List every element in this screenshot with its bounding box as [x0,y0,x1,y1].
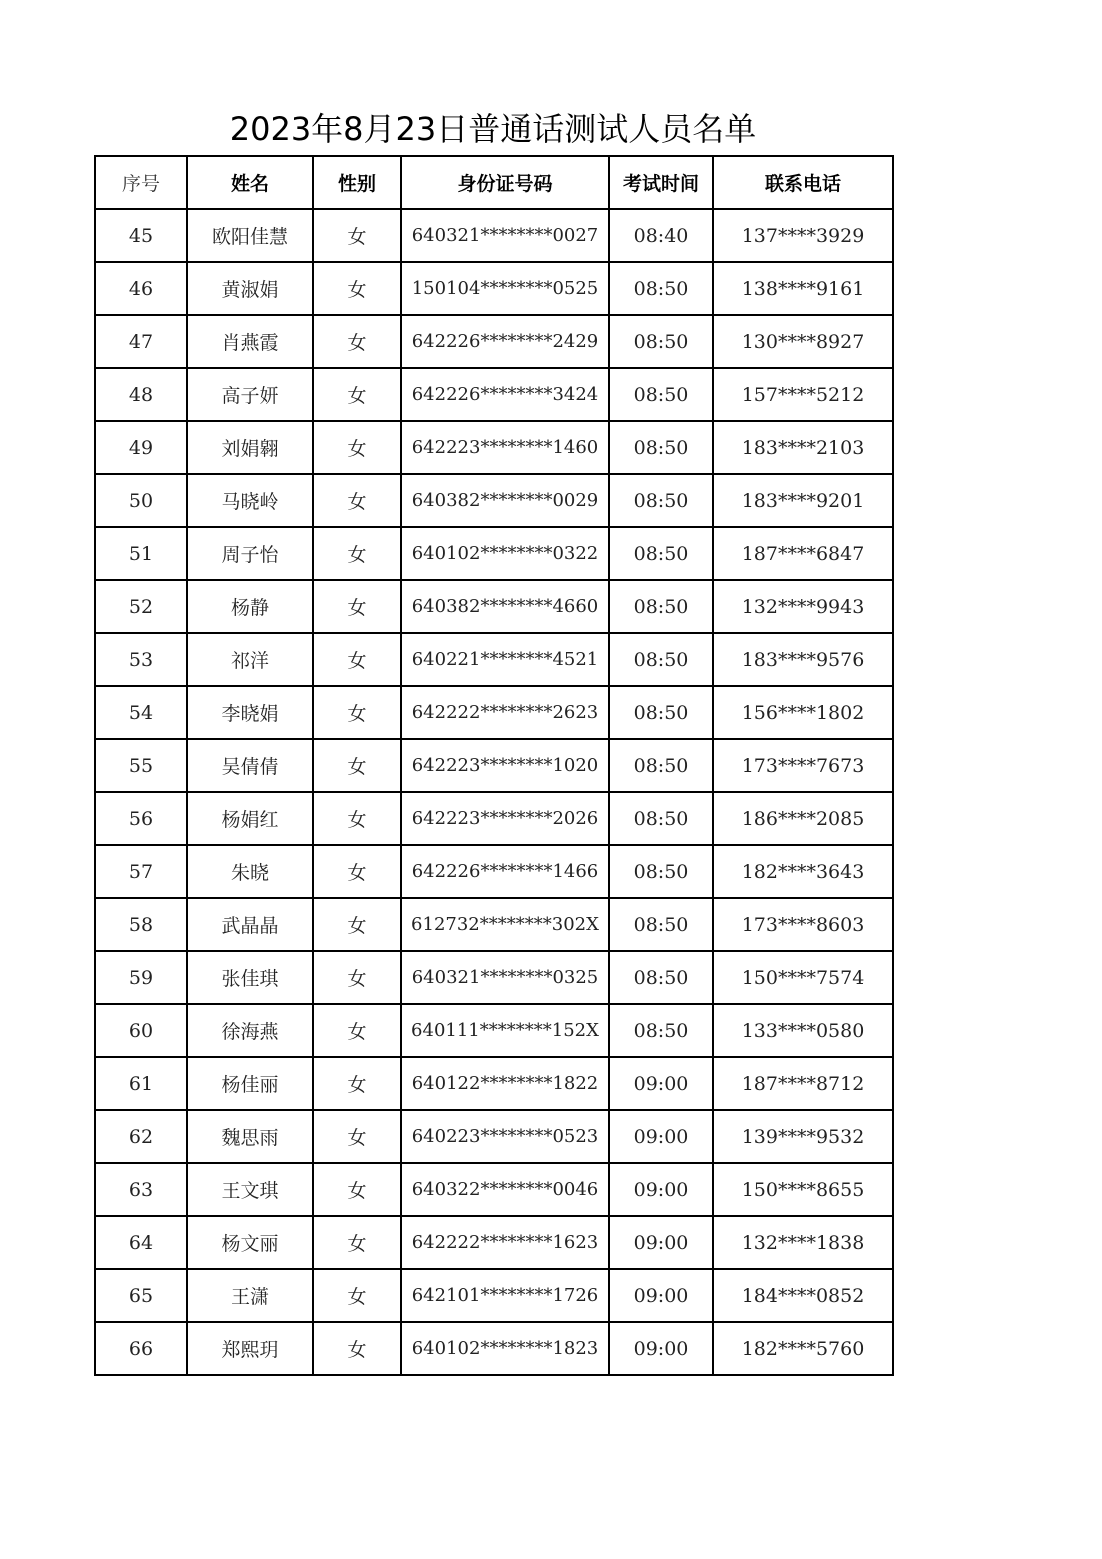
cell-exam-time: 08:50 [609,1004,713,1057]
header-id-number: 身份证号码 [401,156,609,209]
cell-name: 朱晓 [187,845,313,898]
cell-gender: 女 [313,474,401,527]
cell-phone: 139****9532 [713,1110,893,1163]
cell-id-number: 612732********302X [401,898,609,951]
table-row [95,686,893,739]
cell-phone: 173****8603 [713,898,893,951]
cell-gender: 女 [313,1216,401,1269]
cell-phone: 150****7574 [713,951,893,1004]
cell-id-number: 642222********1623 [401,1216,609,1269]
cell-serial: 48 [95,368,187,421]
cell-serial: 56 [95,792,187,845]
cell-phone: 187****6847 [713,527,893,580]
cell-serial: 51 [95,527,187,580]
cell-id-number: 642226********1466 [401,845,609,898]
cell-id-number: 640221********4521 [401,633,609,686]
table-body [95,209,893,1375]
cell-exam-time: 08:50 [609,368,713,421]
cell-gender: 女 [313,368,401,421]
cell-serial: 54 [95,686,187,739]
cell-serial: 58 [95,898,187,951]
cell-gender: 女 [313,580,401,633]
cell-exam-time: 08:40 [609,209,713,262]
cell-phone: 187****8712 [713,1057,893,1110]
cell-gender: 女 [313,209,401,262]
cell-exam-time: 08:50 [609,262,713,315]
cell-name: 杨娟红 [187,792,313,845]
cell-phone: 132****9943 [713,580,893,633]
cell-gender: 女 [313,1004,401,1057]
cell-name: 徐海燕 [187,1004,313,1057]
cell-id-number: 640122********1822 [401,1057,609,1110]
cell-exam-time: 08:50 [609,315,713,368]
cell-id-number: 640111********152X [401,1004,609,1057]
roster-table [94,155,894,1376]
cell-gender: 女 [313,315,401,368]
cell-gender: 女 [313,1322,401,1375]
cell-id-number: 642226********3424 [401,368,609,421]
cell-phone: 183****9201 [713,474,893,527]
cell-exam-time: 08:50 [609,474,713,527]
cell-name: 祁洋 [187,633,313,686]
cell-serial: 62 [95,1110,187,1163]
cell-name: 郑熙玥 [187,1322,313,1375]
cell-exam-time: 08:50 [609,580,713,633]
table-row [95,1110,893,1163]
cell-exam-time: 08:50 [609,633,713,686]
cell-phone: 138****9161 [713,262,893,315]
table-row [95,315,893,368]
cell-id-number: 640382********0029 [401,474,609,527]
cell-gender: 女 [313,527,401,580]
cell-gender: 女 [313,951,401,1004]
cell-id-number: 642223********2026 [401,792,609,845]
cell-serial: 46 [95,262,187,315]
table-header-row [95,156,893,209]
table-row [95,1004,893,1057]
cell-phone: 182****3643 [713,845,893,898]
cell-name: 周子怡 [187,527,313,580]
table-row [95,421,893,474]
cell-serial: 53 [95,633,187,686]
cell-exam-time: 09:00 [609,1269,713,1322]
cell-serial: 64 [95,1216,187,1269]
cell-id-number: 640382********4660 [401,580,609,633]
table-row [95,1057,893,1110]
cell-phone: 183****9576 [713,633,893,686]
page-title: 2023年8月23日普通话测试人员名单 [229,110,757,148]
header-serial: 序号 [95,156,187,209]
cell-serial: 61 [95,1057,187,1110]
table-row [95,1269,893,1322]
cell-serial: 55 [95,739,187,792]
cell-gender: 女 [313,845,401,898]
cell-exam-time: 08:50 [609,739,713,792]
cell-phone: 133****0580 [713,1004,893,1057]
table-row [95,580,893,633]
cell-phone: 156****1802 [713,686,893,739]
cell-serial: 59 [95,951,187,1004]
cell-exam-time: 08:50 [609,845,713,898]
cell-gender: 女 [313,739,401,792]
cell-exam-time: 08:50 [609,898,713,951]
cell-gender: 女 [313,421,401,474]
cell-gender: 女 [313,686,401,739]
cell-name: 刘娟翱 [187,421,313,474]
table-row [95,209,893,262]
table-row [95,474,893,527]
cell-phone: 137****3929 [713,209,893,262]
cell-gender: 女 [313,262,401,315]
table-row [95,845,893,898]
header-phone: 联系电话 [713,156,893,209]
cell-phone: 157****5212 [713,368,893,421]
cell-phone: 130****8927 [713,315,893,368]
header-name: 姓名 [187,156,313,209]
cell-exam-time: 09:00 [609,1057,713,1110]
cell-serial: 66 [95,1322,187,1375]
cell-gender: 女 [313,1163,401,1216]
cell-name: 吴倩倩 [187,739,313,792]
table-row [95,1163,893,1216]
cell-phone: 186****2085 [713,792,893,845]
cell-id-number: 642101********1726 [401,1269,609,1322]
cell-gender: 女 [313,1269,401,1322]
cell-id-number: 640223********0523 [401,1110,609,1163]
cell-gender: 女 [313,1057,401,1110]
cell-gender: 女 [313,898,401,951]
cell-name: 肖燕霞 [187,315,313,368]
cell-id-number: 640102********1823 [401,1322,609,1375]
header-gender: 性别 [313,156,401,209]
table-row [95,792,893,845]
cell-name: 杨静 [187,580,313,633]
cell-gender: 女 [313,1110,401,1163]
cell-exam-time: 08:50 [609,527,713,580]
cell-name: 王潇 [187,1269,313,1322]
table-row [95,368,893,421]
cell-id-number: 642223********1460 [401,421,609,474]
cell-serial: 52 [95,580,187,633]
cell-phone: 132****1838 [713,1216,893,1269]
cell-exam-time: 08:50 [609,686,713,739]
cell-exam-time: 09:00 [609,1322,713,1375]
cell-name: 杨文丽 [187,1216,313,1269]
table-row [95,739,893,792]
cell-name: 李晓娟 [187,686,313,739]
cell-phone: 150****8655 [713,1163,893,1216]
cell-name: 高子妍 [187,368,313,421]
cell-exam-time: 09:00 [609,1110,713,1163]
cell-name: 马晓岭 [187,474,313,527]
cell-phone: 173****7673 [713,739,893,792]
cell-phone: 182****5760 [713,1322,893,1375]
cell-serial: 65 [95,1269,187,1322]
cell-exam-time: 08:50 [609,792,713,845]
cell-id-number: 640321********0325 [401,951,609,1004]
cell-serial: 63 [95,1163,187,1216]
cell-name: 魏思雨 [187,1110,313,1163]
cell-id-number: 150104********0525 [401,262,609,315]
cell-exam-time: 08:50 [609,421,713,474]
table-row [95,951,893,1004]
cell-phone: 184****0852 [713,1269,893,1322]
cell-id-number: 642223********1020 [401,739,609,792]
table-row [95,1216,893,1269]
cell-serial: 47 [95,315,187,368]
table-row [95,527,893,580]
cell-name: 张佳琪 [187,951,313,1004]
cell-id-number: 642222********2623 [401,686,609,739]
header-exam-time: 考试时间 [609,156,713,209]
cell-name: 黄淑娟 [187,262,313,315]
cell-serial: 50 [95,474,187,527]
cell-serial: 45 [95,209,187,262]
cell-id-number: 640321********0027 [401,209,609,262]
cell-exam-time: 08:50 [609,951,713,1004]
cell-id-number: 640102********0322 [401,527,609,580]
cell-exam-time: 09:00 [609,1216,713,1269]
cell-phone: 183****2103 [713,421,893,474]
table-row [95,898,893,951]
cell-serial: 49 [95,421,187,474]
cell-gender: 女 [313,792,401,845]
cell-id-number: 642226********2429 [401,315,609,368]
table-row [95,262,893,315]
cell-exam-time: 09:00 [609,1163,713,1216]
cell-name: 欧阳佳慧 [187,209,313,262]
cell-serial: 57 [95,845,187,898]
cell-name: 武晶晶 [187,898,313,951]
cell-id-number: 640322********0046 [401,1163,609,1216]
cell-gender: 女 [313,633,401,686]
cell-serial: 60 [95,1004,187,1057]
cell-name: 王文琪 [187,1163,313,1216]
table-row [95,1322,893,1375]
table-row [95,633,893,686]
cell-name: 杨佳丽 [187,1057,313,1110]
